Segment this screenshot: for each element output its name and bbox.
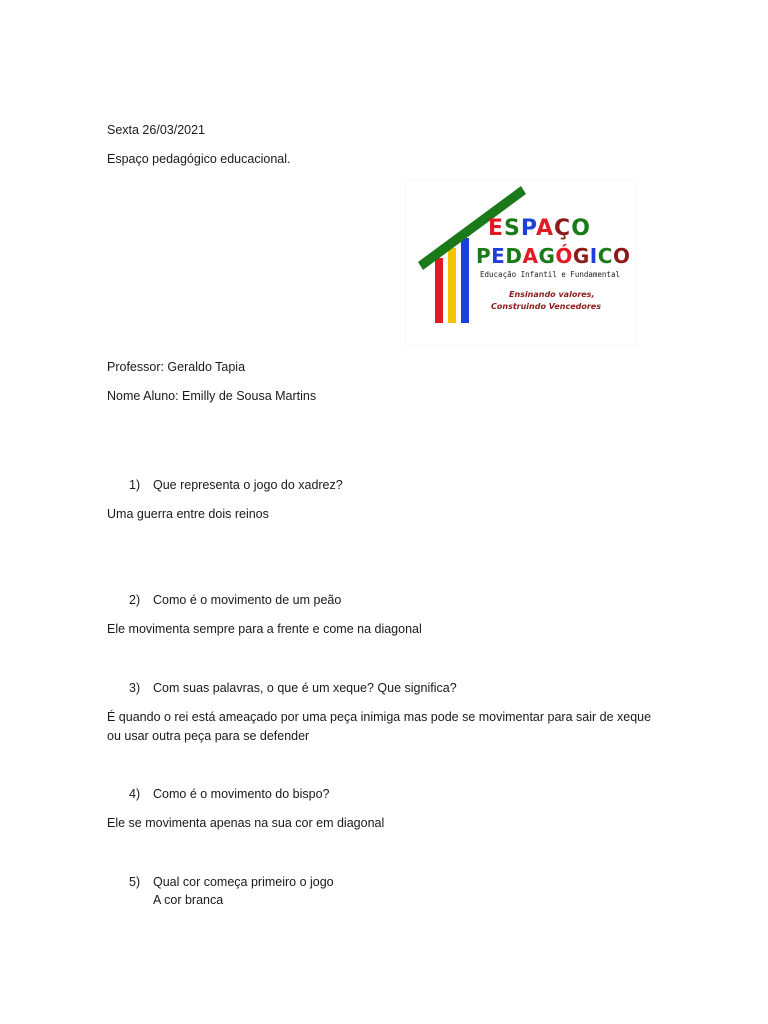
student-line: Nome Aluno: Emilly de Sousa Martins — [107, 389, 317, 403]
subtitle-line: Espaço pedagógico educacional. — [107, 152, 291, 166]
answer-text: Ele se movimenta apenas na sua cor em diagonal — [107, 816, 385, 830]
question-text: Como é o movimento de um peão — [153, 593, 342, 607]
logo-word-pedagogico: PEDAGÓGICO — [476, 244, 631, 268]
logo-tagline: Educação Infantil e Fundamental — [480, 270, 620, 279]
answer-text: É quando o rei está ameaçado por uma peça inimiga mas pode se movimentar para sair de xeque ou usar outra peça para se defender — [107, 710, 652, 743]
date-line: Sexta 26/03/2021 — [107, 123, 205, 137]
question-number: 3) — [129, 681, 141, 695]
espaco-pedagogico-logo — [405, 180, 637, 346]
answer-text: A cor branca — [153, 893, 224, 907]
blue-bar — [461, 238, 469, 323]
logo-slogan-1: Ensinando valores, — [509, 290, 595, 299]
teacher-line: Professor: Geraldo Tapia — [107, 360, 246, 374]
question-text: Que representa o jogo do xadrez? — [153, 478, 343, 492]
question-number: 4) — [129, 787, 141, 801]
answer-text: Ele movimenta sempre para a frente e come na diagonal — [107, 622, 422, 636]
answer-text: Uma guerra entre dois reinos — [107, 507, 269, 521]
logo-word-espaco: ESPAÇO — [488, 216, 591, 241]
question-number: 2) — [129, 593, 141, 607]
red-bar — [435, 258, 443, 323]
yellow-bar — [448, 248, 456, 323]
logo-slogan-2: Construindo Vencedores — [491, 302, 601, 311]
question-number: 5) — [129, 875, 141, 889]
question-text: Qual cor começa primeiro o jogo — [153, 875, 334, 889]
question-text: Como é o movimento do bispo? — [153, 787, 330, 801]
question-text: Com suas palavras, o que é um xeque? Que significa? — [153, 681, 457, 695]
question-number: 1) — [129, 478, 141, 492]
